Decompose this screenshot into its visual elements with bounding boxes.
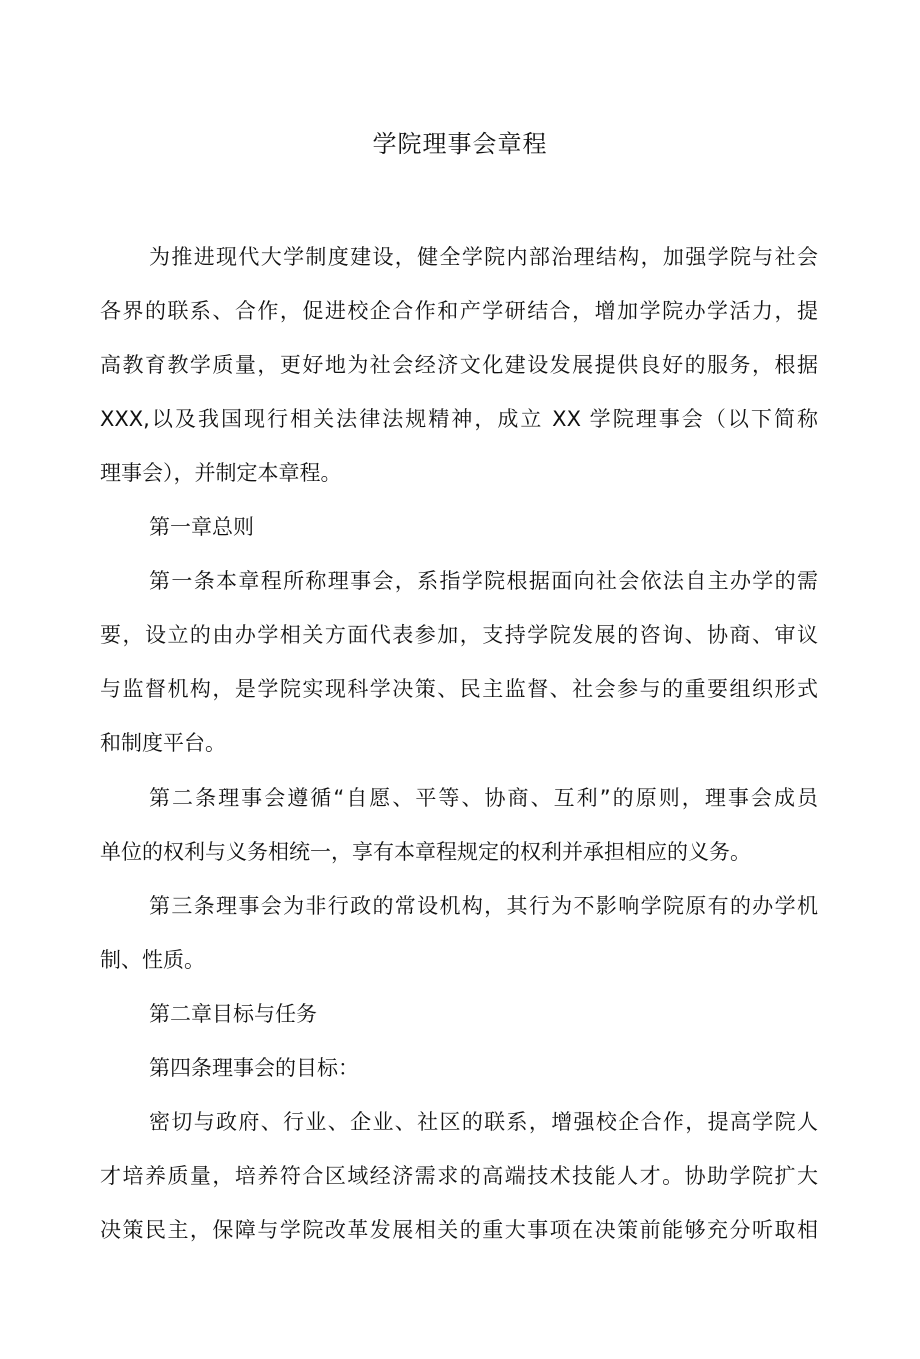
text-line: XXX,以及我国现行相关法律法规精神，成立 XX 学院理事会（以下简称 xyxy=(100,407,818,431)
text-line: 决策民主，保障与学院改革发展相关的重大事项在决策前能够充分听取相 xyxy=(100,1218,818,1242)
text-line: 单位的权利与义务相统一，享有本章程规定的权利并承担相应的义务。 xyxy=(100,840,751,864)
text-line: 高教育教学质量，更好地为社会经济文化建设发展提供良好的服务，根据 xyxy=(100,353,818,377)
text-line: 才培养质量，培养符合区域经济需求的高端技术技能人才。协助学院扩大 xyxy=(100,1164,818,1188)
text-line: 理事会），并制定本章程。 xyxy=(100,461,342,485)
text-line: 要，设立的由办学相关方面代表参加，支持学院发展的咨询、协商、审议 xyxy=(100,623,818,647)
text-line: 第一章总则 xyxy=(149,515,254,539)
text-line: 第四条理事会的目标： xyxy=(149,1056,359,1080)
text-line: 为推进现代大学制度建设，健全学院内部治理结构，加强学院与社会 xyxy=(149,245,818,269)
text-line: 制、性质。 xyxy=(100,948,205,972)
text-line: 各界的联系、合作，促进校企合作和产学研结合，增加学院办学活力，提 xyxy=(100,299,818,323)
text-line: 第二条理事会遵循“自愿、平等、协商、互利”的原则，理事会成员 xyxy=(149,786,818,810)
text-line: 第一条本章程所称理事会，系指学院根据面向社会依法自主办学的需 xyxy=(149,569,818,593)
text-line: 和制度平台。 xyxy=(100,731,226,755)
text-line: 第三条理事会为非行政的常设机构，其行为不影响学院原有的办学机 xyxy=(149,894,818,918)
text-line: 与监督机构，是学院实现科学决策、民主监督、社会参与的重要组织形式 xyxy=(100,677,818,701)
text-line: 密切与政府、行业、企业、社区的联系，增强校企合作，提高学院人 xyxy=(149,1110,818,1134)
text-line: 第二章目标与任务 xyxy=(149,1002,317,1026)
document-title: 学院理事会章程 xyxy=(372,130,548,159)
